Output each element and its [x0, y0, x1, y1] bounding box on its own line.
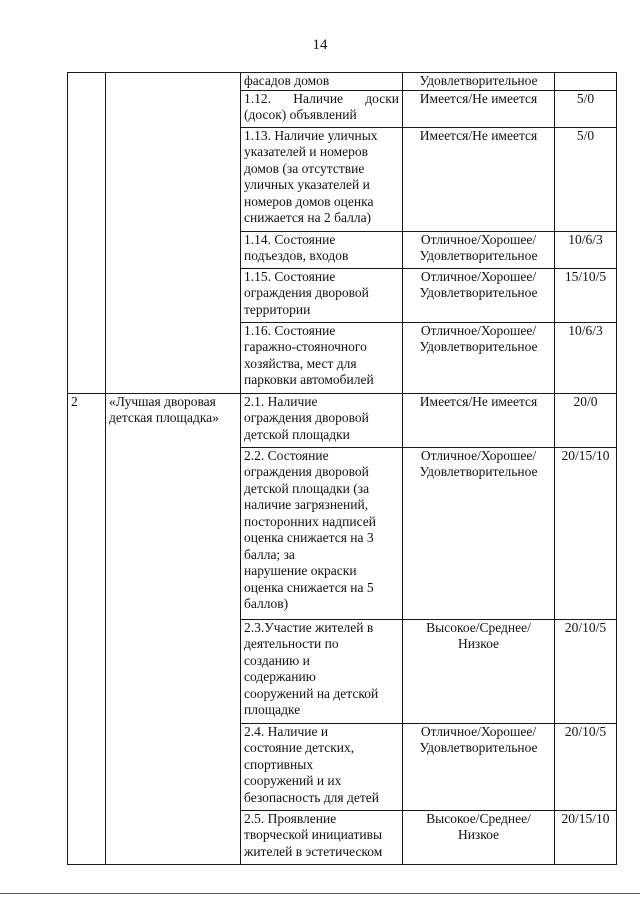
page-number: 14	[312, 37, 328, 53]
table-row	[68, 73, 617, 91]
grade-cell: Отличное/Хорошее/ Удовлетворительное	[403, 231, 555, 268]
score-cell: 10/6/3	[555, 231, 617, 268]
score-cell: 10/6/3	[555, 322, 617, 393]
score-cell: 20/10/5	[555, 723, 617, 810]
criterion-cell: 1.14. Состояние подъездов, входов	[241, 231, 403, 268]
grade-cell: Отличное/Хорошее/ Удовлетворительное	[403, 322, 555, 393]
criterion-cell: 2.4. Наличие и состояние детских, спортивных сооружений и их безопасность для детей	[241, 723, 403, 810]
score-cell: 20/15/10	[555, 810, 617, 864]
criterion-cell: фасадов домов	[241, 73, 403, 91]
criterion-cell: 1.13. Наличие уличных указателей и номеров домов (за отсутствие уличных указателей и номеров домов оценка снижается на 2 балла)	[241, 127, 403, 231]
grade-cell: Имеется/Не имеется	[403, 393, 555, 447]
criterion-cell: 2.1. Наличие ограждения дворовой детской площадки	[241, 393, 403, 447]
grade-cell: Высокое/Среднее/ Низкое	[403, 619, 555, 723]
table-row	[68, 393, 617, 447]
grade-cell: Высокое/Среднее/ Низкое	[403, 810, 555, 864]
criterion-cell: 2.5. Проявление творческой инициативы жителей в эстетическом	[241, 810, 403, 864]
grade-cell: Имеется/Не имеется	[403, 127, 555, 231]
criterion-cell: 1.16. Состояние гаражно-стояночного хозяйства, мест для парковки автомобилей	[241, 322, 403, 393]
score-cell: 20/15/10	[555, 447, 617, 619]
section-number-cell: 2	[68, 393, 106, 864]
score-cell: 20/0	[555, 393, 617, 447]
grade-cell: Имеется/Не имеется	[403, 90, 555, 127]
criterion-cell: 1.12. Наличие доски (досок) объявлений	[241, 90, 403, 127]
grade-cell: Отличное/Хорошее/ Удовлетворительное	[403, 268, 555, 322]
score-cell	[555, 73, 617, 91]
score-cell: 20/10/5	[555, 619, 617, 723]
grade-cell: Удовлетворительное	[403, 73, 555, 91]
section-number-cell	[68, 73, 106, 394]
score-cell: 5/0	[555, 127, 617, 231]
grade-cell: Отличное/Хорошее/ Удовлетворительное	[403, 447, 555, 619]
criteria-table	[67, 72, 617, 865]
page-bottom-rule	[0, 893, 640, 894]
section-name-cell: «Лучшая дворовая детская площадка»	[106, 393, 241, 864]
grade-cell: Отличное/Хорошее/ Удовлетворительное	[403, 723, 555, 810]
score-cell: 5/0	[555, 90, 617, 127]
criterion-cell: 2.2. Состояние ограждения дворовой детской площадки (за наличие загрязнений, посторонних надписей оценка снижается на 3 балла; за нарушение окраски оценка снижается на 5 баллов)	[241, 447, 403, 619]
score-cell: 15/10/5	[555, 268, 617, 322]
criterion-cell: 2.3.Участие жителей в деятельности по созданию и содержанию сооружений на детской площадке	[241, 619, 403, 723]
section-name-cell	[106, 73, 241, 394]
criterion-cell: 1.15. Состояние ограждения дворовой территории	[241, 268, 403, 322]
